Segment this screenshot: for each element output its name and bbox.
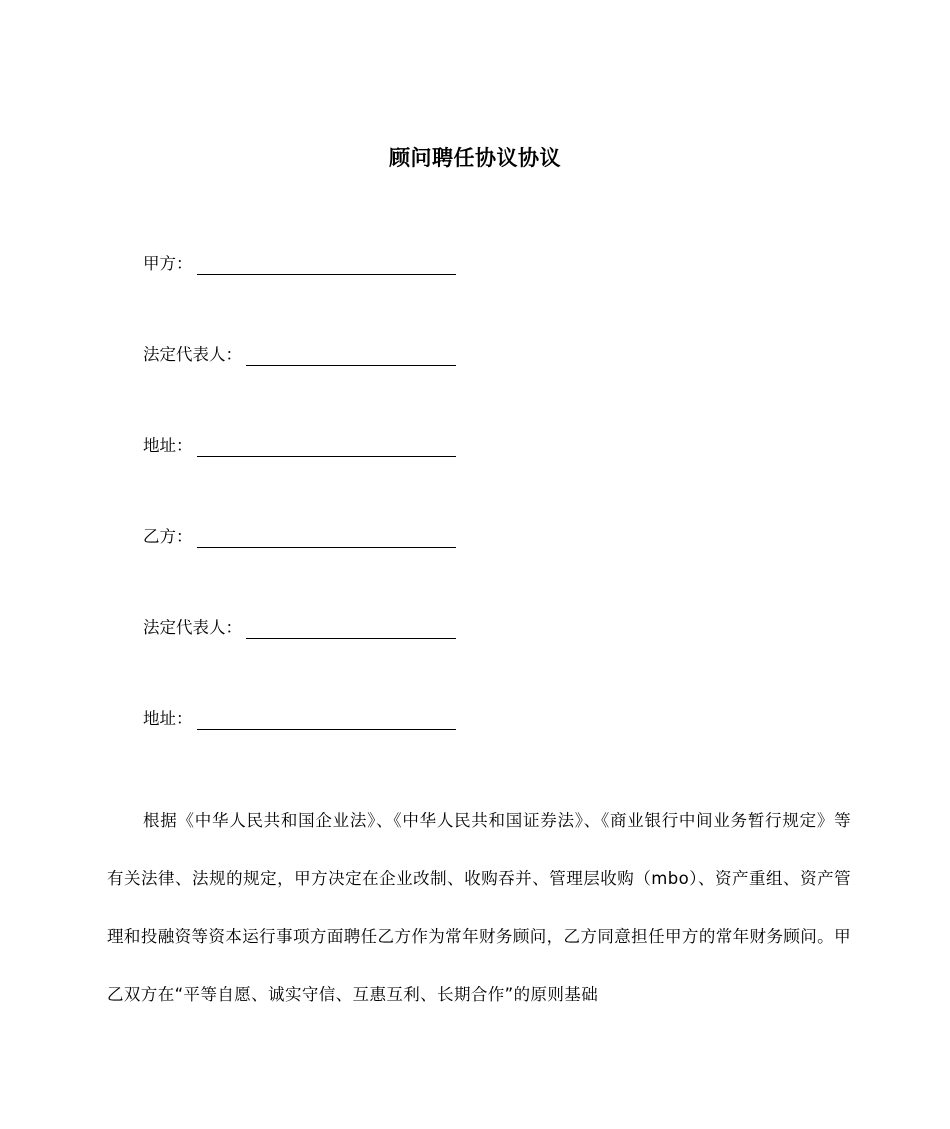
party-b-address-field [143, 707, 456, 731]
document-title: 顾问聘任协议协议 [389, 146, 561, 170]
party-a-legal-representative-field [143, 343, 456, 367]
party-a-address-blank-line [197, 434, 456, 457]
party-b-legal-representative-blank-line [246, 616, 456, 639]
party-b-address-label: 地址： [143, 709, 193, 728]
party-a-address-field [143, 434, 456, 458]
agreement-body-paragraph: 根据《中华人民共和国企业法》、《中华人民共和国证券法》、《商业银行中间业务暂行规定》等有关法律、法规的规定，甲方决定在企业改制、收购吞并、管理层收购（mbo）、资产重组、资产管理和投融资等资本运行事项方面聘任乙方作为常年财务顾问，乙方同意担任甲方的常年财务顾问。甲乙双方在“平等自愿、诚实守信、互惠互利、长期合作”的原则基础 [107, 811, 851, 1004]
party-b-field [143, 525, 456, 549]
party-a-legal-representative-label: 法定代表人： [143, 345, 242, 364]
party-a-legal-representative-blank-line [246, 343, 456, 366]
party-a-blank-line [197, 252, 456, 275]
party-b-address-blank-line [197, 707, 456, 730]
party-a-field [143, 252, 456, 276]
party-b-blank-line [197, 525, 456, 548]
party-b-legal-representative-field [143, 616, 456, 640]
party-b-label: 乙方： [143, 527, 193, 546]
party-b-legal-representative-label: 法定代表人： [143, 618, 242, 637]
party-a-label: 甲方： [143, 254, 193, 273]
party-a-address-label: 地址： [143, 436, 193, 455]
